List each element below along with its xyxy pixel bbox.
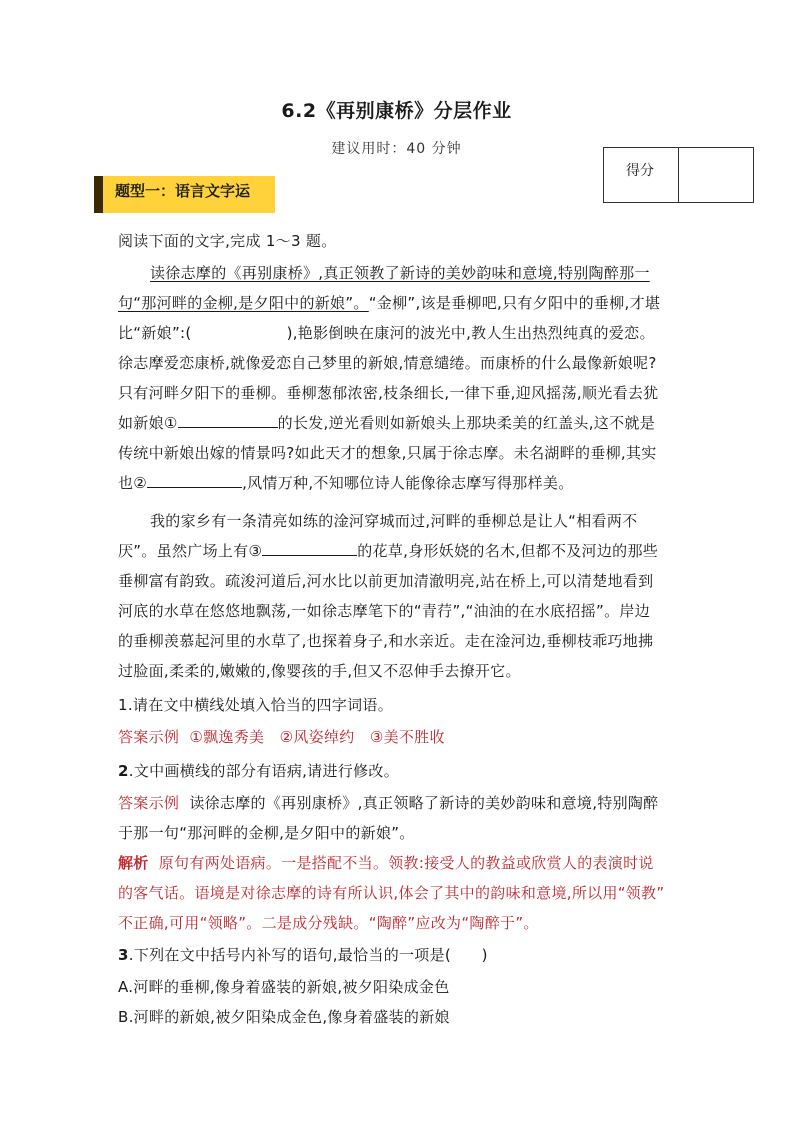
answer-text: 读徐志摩的《再别康桥》,真正领略了新诗的美妙韵味和意境,特别陶醉 xyxy=(189,794,659,812)
page-title: 6.2《再别康桥》分层作业 xyxy=(281,100,512,122)
score-box xyxy=(603,147,754,203)
question-3: 3.下列在文中括号内补写的语句,最恰当的一项是( ) xyxy=(118,946,488,964)
passage-line: 也② ,风情万种,不知哪位诗人能像徐志摩写得那样美。 xyxy=(118,474,574,492)
question-2: 2.文中画横线的部分有语病,请进行修改。 xyxy=(118,762,399,780)
passage-line: 徐志摩爱恋康桥,就像爱恋自己梦里的新娘,情意缱绻。而康桥的什么最像新娘呢? xyxy=(118,354,657,372)
answer-label: 答案示例 xyxy=(118,728,180,746)
fill-blank-3[interactable] xyxy=(262,541,357,556)
analysis-line: 的客气话。语境是对徐志摩的诗有所认识,体会了其中的韵味和意境,所以用“领教” xyxy=(118,884,665,902)
answer-label: 答案示例 xyxy=(118,794,180,812)
answer-1 xyxy=(118,726,678,747)
option-b[interactable]: B.河畔的新娘,被夕阳染成金色,像身着盛装的新娘 xyxy=(118,1008,450,1026)
passage-instruction: 阅读下面的文字,完成 1～3 题。 xyxy=(118,232,337,250)
option-a[interactable]: A.河畔的垂柳,像身着盛装的新娘,被夕阳染成金色 xyxy=(118,978,450,996)
analysis-label: 解析 xyxy=(118,854,149,872)
score-value-cell[interactable] xyxy=(679,148,753,202)
passage-line: 传统中新娘出嫁的情景吗?如此天才的想象,只属于徐志摩。未名湖畔的垂柳,其实 xyxy=(118,444,657,462)
passage-line: 句“那河畔的金柳,是夕阳中的新娘”。“金柳”,该是垂柳吧,只有夕阳中的垂柳,才堪 xyxy=(118,294,661,312)
section-badge-accent xyxy=(94,176,103,213)
answer-2 xyxy=(118,792,678,813)
passage-line: 只有河畔夕阳下的垂柳。垂柳葱郁浓密,枝条细长,一律下垂,迎风摇荡,顺光看去犹 xyxy=(118,384,659,402)
passage-line: 我的家乡有一条清亮如练的淦河穿城而过,河畔的垂柳总是让人“相看两不 xyxy=(150,512,638,530)
score-label: 得分 xyxy=(604,148,679,202)
passage-line: 河底的水草在悠悠地飘荡,一如徐志摩笔下的“青荇”,“油油的在水底招摇”。岸边 xyxy=(118,602,651,620)
fill-blank-2[interactable] xyxy=(147,473,242,488)
passage-line: 过脸面,柔柔的,嫩嫩的,像婴孩的手,但又不忍伸手去撩开它。 xyxy=(118,662,521,680)
underlined-sentence: 句“那河畔的金柳,是夕阳中的新娘”。 xyxy=(118,294,369,312)
section-badge-label: 题型一：语言文字运 xyxy=(115,182,251,200)
passage-line: 如新娘① 的长发,逆光看则如新娘头上那块柔美的红盖头,这不就是 xyxy=(118,414,655,432)
passage-line: 比“新娘”:( ),艳影倒映在康河的波光中,教人生出热烈纯真的爱恋。 xyxy=(118,324,655,342)
passage-line: 厌”。虽然广场上有③ 的花草,身形妖娆的名木,但都不及河边的那些 xyxy=(118,542,659,560)
paren-blank[interactable] xyxy=(192,324,287,338)
passage-line xyxy=(150,262,710,283)
time-hint: 建议用时：40 分钟 xyxy=(331,141,462,157)
analysis: 解析 原句有两处语病。一是搭配不当。领教:接受人的教益或欣赏人的表演时说 xyxy=(118,854,654,872)
answer-text: ①飘逸秀美 ②风姿绰约 ③美不胜收 xyxy=(189,728,445,746)
passage-line: 的垂柳羡慕起河里的水草了,也探着身子,和水亲近。走在淦河边,垂柳枝乖巧地拂 xyxy=(118,632,654,650)
answer-2-cont: 于那一句“那河畔的金柳,是夕阳中的新娘”。 xyxy=(118,824,415,842)
question-1: 1.请在文中横线处填入恰当的四字词语。 xyxy=(118,696,394,714)
passage-line: 垂柳富有韵致。疏浚河道后,河水比以前更加清澈明亮,站在桥上,可以清楚地看到 xyxy=(118,572,654,590)
fill-blank-1[interactable] xyxy=(178,413,278,428)
analysis-line: 不正确,可用“领略”。二是成分残缺。“陶醉”应改为“陶醉于”。 xyxy=(118,914,539,932)
underlined-sentence: 读徐志摩的《再别康桥》,真正领教了新诗的美妙韵味和意境,特别陶醉那一 xyxy=(150,264,650,282)
